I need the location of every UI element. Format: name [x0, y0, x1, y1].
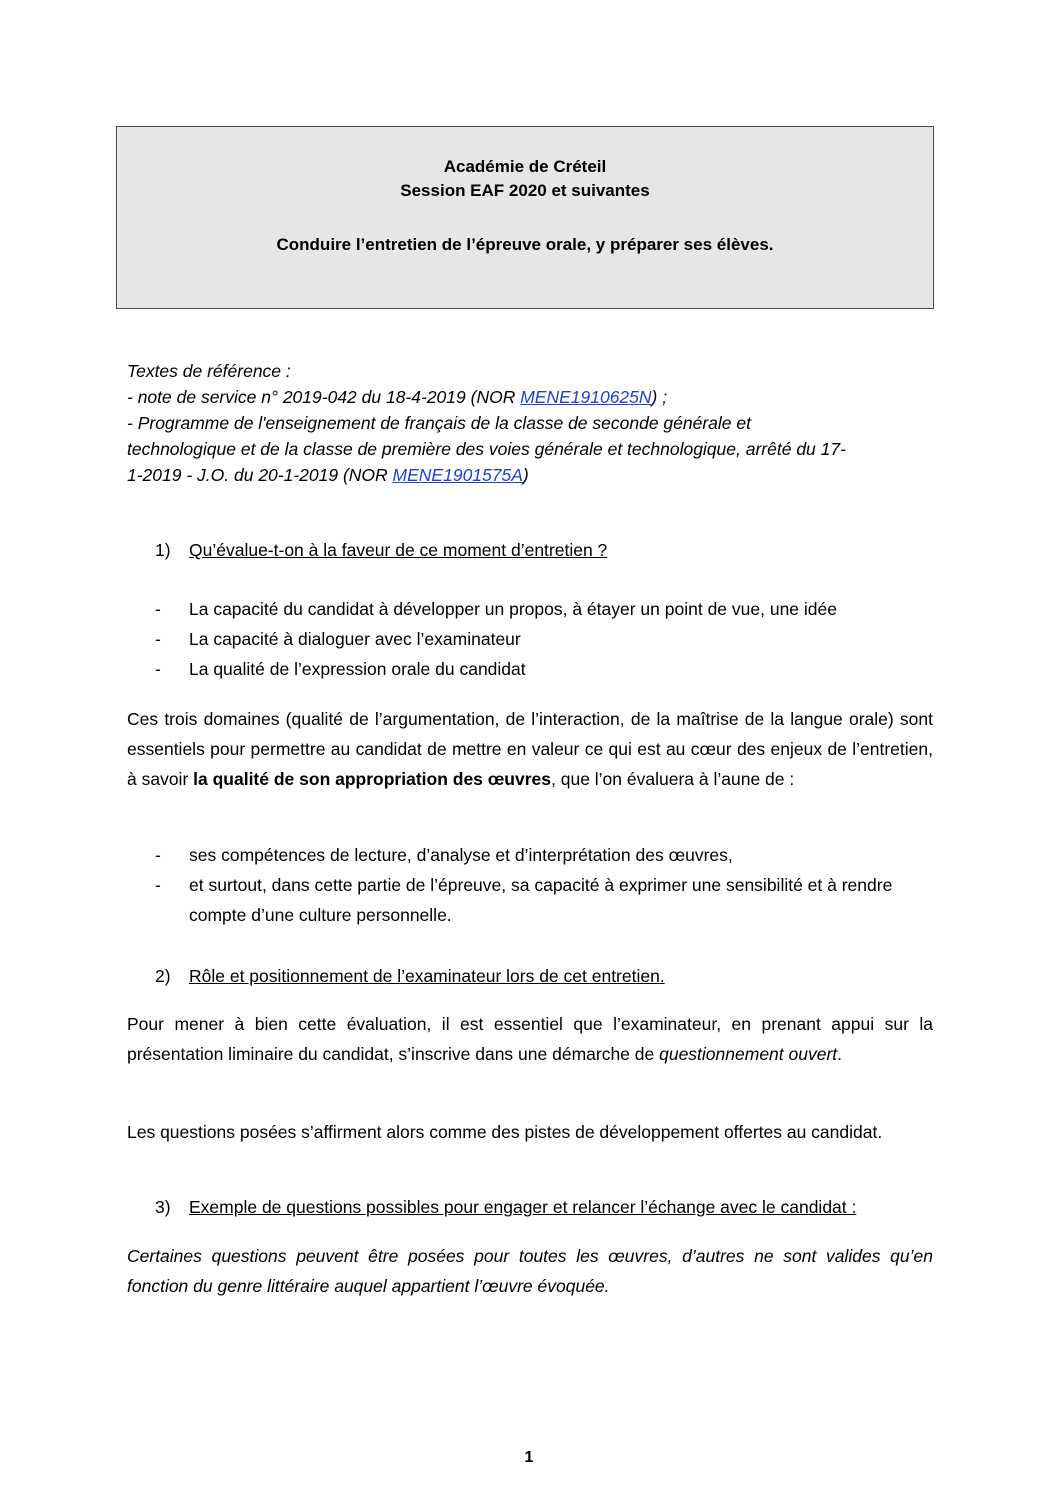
section-1-title: Qu’évalue-t-on à la faveur de ce moment d’entretien ?: [189, 540, 608, 560]
list-item: - ses compétences de lecture, d’analyse et d’interprétation des œuvres,: [155, 845, 733, 865]
references-block: [127, 358, 933, 488]
questions-paragraph: Les questions posées s’affirment alors comme des pistes de développement offertes au candidat.: [127, 1122, 883, 1142]
list-item: - et surtout, dans cette partie de l’épreuve, sa capacité à exprimer une sensibilité et à rendre compte d’une culture personnelle.: [155, 875, 893, 925]
section-3-title: Exemple de questions possibles pour engager et relancer l’échange avec le candidat :: [189, 1197, 857, 1217]
section-1-number: 1): [155, 540, 171, 560]
references-title: Textes de référence :: [127, 361, 291, 381]
page-number: 1: [524, 1449, 534, 1466]
nor-link-1[interactable]: MENE1910625N: [520, 387, 652, 407]
nor-link-2[interactable]: MENE1901575A: [392, 465, 523, 485]
section-2-number: 2): [155, 966, 171, 986]
list-item: - La qualité de l’expression orale du candidat: [155, 659, 526, 679]
academy-title: Académie de Créteil: [443, 157, 607, 176]
document-title: Conduire l’entretien de l’épreuve orale, y préparer ses élèves.: [276, 235, 774, 254]
section-2-title: Rôle et positionnement de l’examinateur lors de cet entretien.: [189, 966, 665, 986]
section-3-number: 3): [155, 1197, 171, 1217]
section-3-heading: [155, 1194, 856, 1220]
examiner-paragraph: Pour mener à bien cette évaluation, il est essentiel que l’examinateur, en prenant appui sur la présentation liminaire du candidat, s’inscrive dans une démarche de questionnement ouvert.: [127, 1014, 933, 1064]
reference-2-line-1: - Programme de l'enseignement de français de la classe de seconde générale et: [127, 413, 751, 433]
title-box: [116, 126, 934, 309]
emphasis-text: questionnement ouvert: [659, 1044, 838, 1064]
domains-paragraph: Ces trois domaines (qualité de l’argumentation, de l’interaction, de la maîtrise de la langue orale) sont essentiels pour permettre au candidat de mettre en valeur ce qui est au cœur des enjeux de l’entretien, à savoir la qualité de son appropriation des œuvres, que l’on évaluera à l’aune de :: [127, 709, 933, 789]
reference-2-line-3: 1-2019 - J.O. du 20-1-2019 (NOR MENE1901575A): [127, 465, 529, 485]
evaluation-criteria-list: [155, 594, 935, 684]
key-phrase: la qualité de son appropriation des œuvres: [193, 769, 551, 789]
list-item: - La capacité à dialoguer avec l’examinateur: [155, 629, 521, 649]
session-title: Session EAF 2020 et suivantes: [400, 181, 650, 200]
section-1-heading: [155, 537, 607, 563]
reference-2-line-2: technologique et de la classe de première des voies générale et technologique, arrêté du 17-: [127, 439, 846, 459]
reference-1: - note de service n° 2019-042 du 18-4-2019 (NOR MENE1910625N) ;: [127, 387, 668, 407]
section-2-heading: [155, 963, 665, 989]
genre-paragraph: Certaines questions peuvent être posées pour toutes les œuvres, d’autres ne sont valides qu’en fonction du genre littéraire auquel appartient l’œuvre évoquée.: [127, 1246, 933, 1296]
list-item: - La capacité du candidat à développer un propos, à étayer un point de vue, une idée: [155, 599, 837, 619]
competences-list: [155, 840, 935, 930]
